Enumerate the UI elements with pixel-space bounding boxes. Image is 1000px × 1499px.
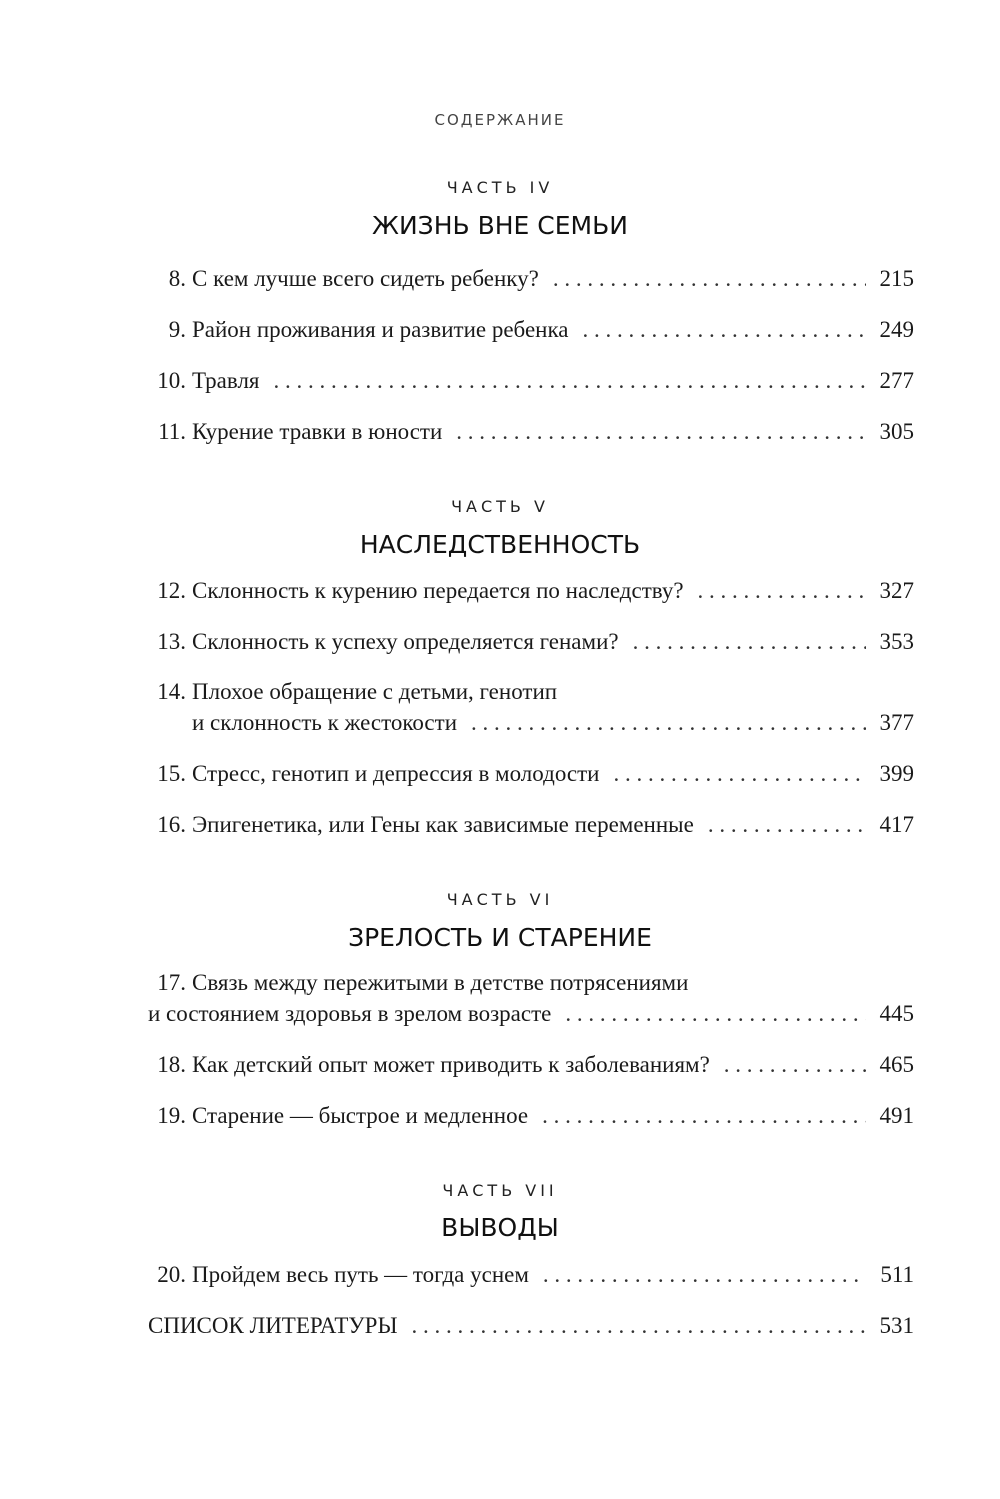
page-number: 353 xyxy=(879,629,914,654)
part-title: ЗРЕЛОСТЬ И СТАРЕНИЕ xyxy=(348,923,652,952)
entry-number: 18. xyxy=(157,1052,186,1077)
entry-title: Стресс, генотип и депрессия в молодости xyxy=(192,761,600,786)
entry-title: Пройдем весь путь — тогда уснем xyxy=(192,1262,529,1287)
toc-entry[interactable] xyxy=(148,416,914,447)
toc-entry[interactable] xyxy=(148,1049,914,1080)
toc-entry[interactable] xyxy=(148,809,914,840)
entry-title: Травля xyxy=(192,368,260,393)
toc-entry[interactable] xyxy=(148,626,914,657)
part-label: ЧАСТЬ IV xyxy=(446,178,554,197)
page-number: 417 xyxy=(879,812,914,837)
entry-number: 11. xyxy=(158,419,186,444)
toc-entry[interactable] xyxy=(148,263,914,294)
part-label: ЧАСТЬ V xyxy=(451,497,549,516)
page-number: 531 xyxy=(879,1313,914,1338)
entry-number: 16. xyxy=(157,812,186,837)
toc-entry[interactable] xyxy=(148,365,914,396)
part-label: ЧАСТЬ VII xyxy=(442,1181,558,1200)
page-number: 491 xyxy=(879,1103,914,1128)
entry-title: С кем лучше всего сидеть ребенку? xyxy=(192,266,539,291)
running-head: СОДЕРЖАНИЕ xyxy=(434,111,566,129)
page-number: 399 xyxy=(879,761,914,786)
part-title: ВЫВОДЫ xyxy=(441,1213,559,1242)
entry-number: 20. xyxy=(157,1262,186,1287)
entry-title: Плохое обращение с детьми, генотип xyxy=(192,679,558,704)
page-number: 305 xyxy=(879,419,914,444)
entry-title: Склонность к курению передается по наследству? xyxy=(192,578,684,603)
entry-title: Район проживания и развитие ребенка xyxy=(192,317,569,342)
toc-entry[interactable] xyxy=(148,314,914,345)
entry-title: Старение — быстрое и медленное xyxy=(192,1103,529,1128)
entry-number: 10. xyxy=(157,368,186,393)
part-title: НАСЛЕДСТВЕННОСТЬ xyxy=(359,530,641,559)
entry-number: 15. xyxy=(157,761,186,786)
entry-title-continued: и склонность к жестокости xyxy=(192,710,458,735)
toc-entry[interactable] xyxy=(148,1100,914,1131)
entry-title: СПИСОК ЛИТЕРАТУРЫ xyxy=(148,1313,398,1338)
entry-number: 14. xyxy=(157,679,186,704)
page-number: 465 xyxy=(879,1052,914,1077)
part-label: ЧАСТЬ VI xyxy=(446,890,554,909)
entry-number: 19. xyxy=(157,1103,186,1128)
entry-title: Как детский опыт может приводить к заболеваниям? xyxy=(192,1052,710,1077)
page-number: 277 xyxy=(879,368,914,393)
entry-number: 13. xyxy=(157,629,186,654)
page-number: 445 xyxy=(879,1001,914,1026)
entry-title-continued: и состоянием здоровья в зрелом возрасте xyxy=(148,1001,552,1026)
page-number: 377 xyxy=(879,710,914,735)
toc-entry[interactable] xyxy=(148,758,914,789)
entry-number: 9. xyxy=(168,317,186,342)
entry-title: Склонность к успеху определяется генами? xyxy=(192,629,619,654)
entry-title: Эпигенетика, или Гены как зависимые переменные xyxy=(192,812,694,837)
page-number: 215 xyxy=(879,266,914,291)
toc-entry[interactable] xyxy=(148,967,914,1029)
page-number: 249 xyxy=(879,317,914,342)
toc-entry-bibliography[interactable] xyxy=(148,1310,914,1341)
entry-title: Курение травки в юности xyxy=(192,419,443,444)
toc-entry[interactable] xyxy=(148,1259,914,1290)
page-number: 511 xyxy=(880,1262,914,1287)
page-number: 327 xyxy=(879,578,914,603)
entry-number: 12. xyxy=(157,578,186,603)
entry-title: Связь между пережитыми в детстве потрясениями xyxy=(192,970,689,995)
toc-entry[interactable] xyxy=(148,676,914,738)
entry-number: 8. xyxy=(168,266,186,291)
toc-entry[interactable] xyxy=(148,575,914,606)
entry-number: 17. xyxy=(157,970,186,995)
part-title: ЖИЗНЬ ВНЕ СЕМЬИ xyxy=(372,211,628,240)
